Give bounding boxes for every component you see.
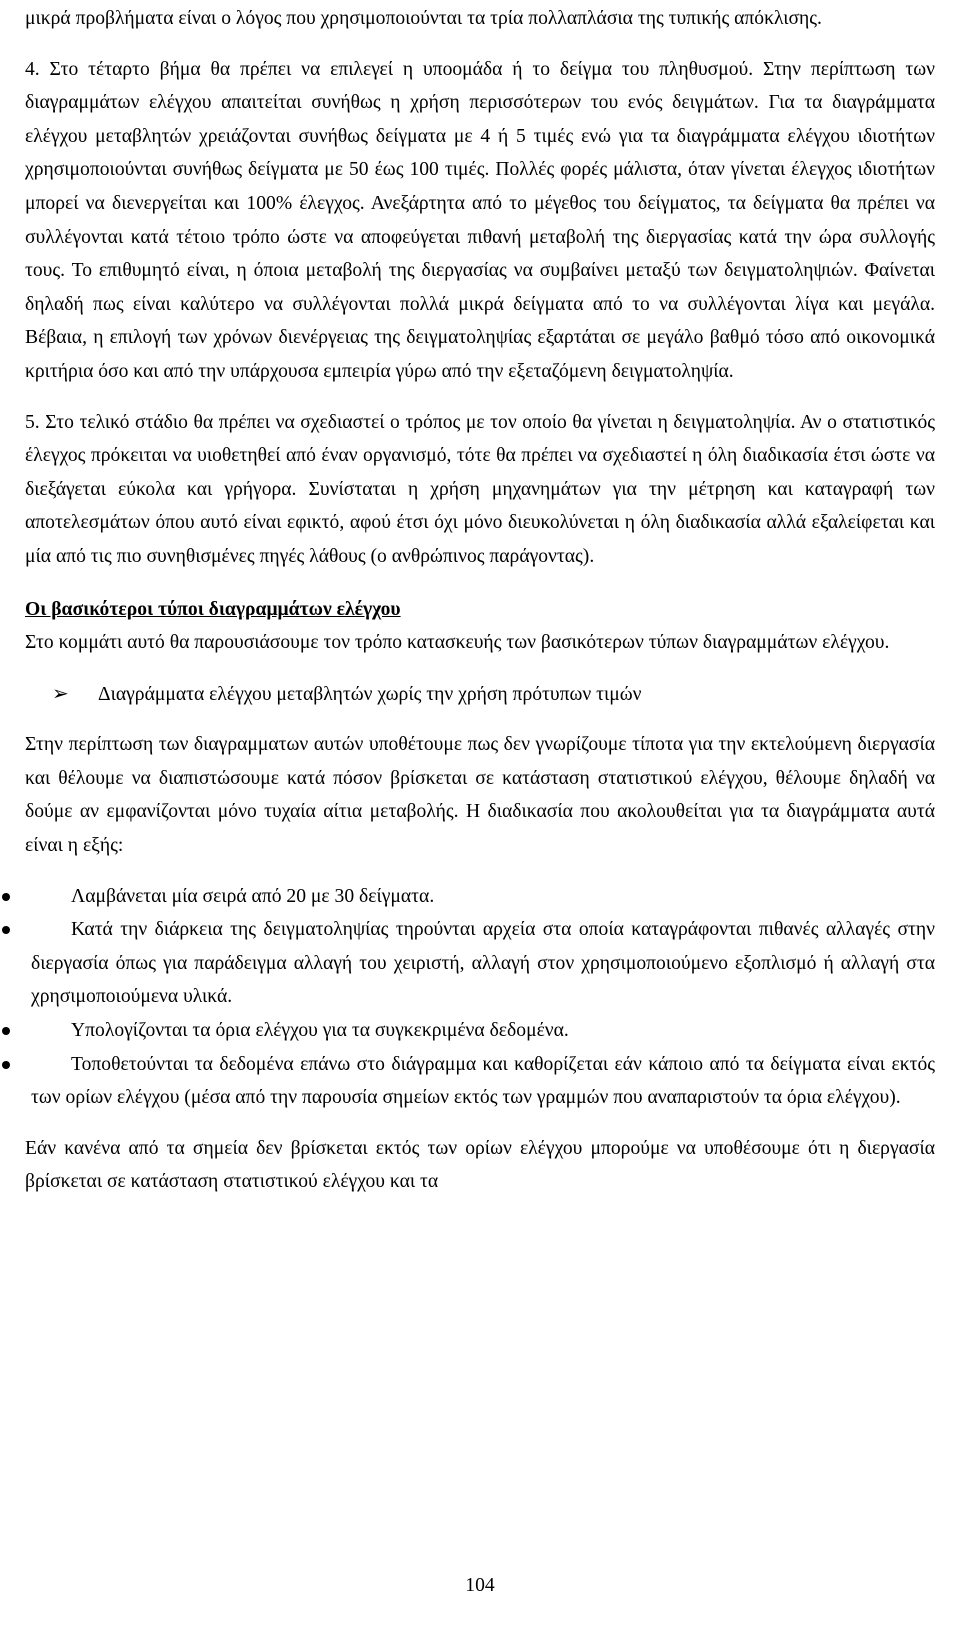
procedure-list xyxy=(25,880,935,1115)
list-item: Κατά την διάρκεια της δειγματοληψίας τηρούνται αρχεία στα οποία καταγράφονται πιθανές αλλαγές στην διεργασία όπως για παράδειγμα αλλαγή του χειριστή, αλλαγή στον χρησιμοποιούμενο εξοπλισμό ή αλλαγή στα χρησιμοποιούμενα υλικά. xyxy=(25,913,935,1014)
bullet-icon xyxy=(2,1027,10,1035)
case-paragraph: Στην περίπτωση των διαγραμματων αυτών υποθέτουμε πως δεν γνωρίζουμε τίποτα για την εκτελούμενη διεργασία και θέλουμε να διαπιστώσουμε κατά πόσον βρίσκεται σε κατάσταση στατιστικού ελέγχου, θέλουμε δηλαδή να δούμε αν εμφανίζονται μόνο τυχαία αίτια μεταβολής. Η διαδικασία που ακολουθείται για τα διαγράμματα αυτά είναι η εξής: xyxy=(25,734,935,857)
document-page xyxy=(25,0,935,1199)
subheading xyxy=(52,677,935,712)
subheading-text: Διαγράμματα ελέγχου μεταβλητών χωρίς την χρήση πρότυπων τιμών xyxy=(98,683,642,705)
list-item: Τοποθετούνται τα δεδομένα επάνω στο διάγραμμα και καθορίζεται εάν κάποιο από τα δείγματα είναι εκτός των ορίων ελέγχου (μέσα από την παρουσία σημείων εκτός των γραμμών που αναπαριστούν τα όρια ελέγχου). xyxy=(25,1048,935,1115)
list-item: Υπολογίζονται τα όρια ελέγχου για τα συγκεκριμένα δεδομένα. xyxy=(25,1014,935,1048)
conclusion-paragraph: Εάν κανένα από τα σημεία δεν βρίσκεται εκτός των ορίων ελέγχου μπορούμε να υποθέσουμε ότι η διεργασία βρίσκεται σε κατάσταση στατιστικού ελέγχου και τα xyxy=(25,1137,935,1193)
bullet-icon xyxy=(2,926,10,934)
list-item: Λαμβάνεται μία σειρά από 20 με 30 δείγματα. xyxy=(25,880,935,914)
step-5-paragraph: 5. Στο τελικό στάδιο θα πρέπει να σχεδιαστεί ο τρόπος με τον οποίο θα γίνεται η δειγματοληψία. Αν ο στατιστικός έλεγχος πρόκειται να υιοθετηθεί από έναν οργανισμό, τότε θα πρέπει να σχεδιαστεί η όλη διαδικασία έτσι ώστε να διεξάγεται εύκολα και γρήγορα. Συνίσταται η χρήση μηχανημάτων για την μέτρηση και καταγραφή των αποτελεσμάτων όπου αυτό είναι εφικτό, αφού έτσι όχι μόνο διευκολύνεται η όλη διαδικασία αλλά εξαλείφεται και μία από τις πιο συνηθισμένες πηγές λάθους (ο ανθρώπινος παράγοντας). xyxy=(25,411,935,567)
bullet-icon xyxy=(2,1061,10,1069)
intro-paragraph: μικρά προβλήματα είναι ο λόγος που χρησιμοποιούνται τα τρία πολλαπλάσια της τυπικής απόκλισης. xyxy=(25,8,822,29)
bullet-icon xyxy=(2,893,10,901)
section-intro-paragraph: Στο κομμάτι αυτό θα παρουσιάσουμε τον τρόπο κατασκευής των βασικότερων τύπων διαγραμμάτων ελέγχου. xyxy=(25,632,890,654)
step-4-paragraph: 4. Στο τέταρτο βήμα θα πρέπει να επιλεγεί η υποομάδα ή το δείγμα του πληθυσμού. Στην περίπτωση των διαγραμμάτων ελέγχου απαιτείται συνήθως η χρήση περισσότερων του ενός δειγμάτων. Για τα διαγράμματα ελέγχου μεταβλητών χρειάζονται συνήθως δείγματα με 4 ή 5 τιμές ενώ για τα διαγράμματα ελέγχου ιδιοτήτων χρησιμοποιούνται συνήθως δείγματα με 50 έως 100 τιμές. Πολλές φορές μάλιστα, όταν γίνεται έλεγχος ιδιοτήτων μπορεί να διενεργείται και 100% έλεγχος. Ανεξάρτητα από το μέγεθος του δείγματος, τα δείγματα θα πρέπει να συλλέγονται κατά τέτοιο τρόπο ώστε να αποφεύγεται πιθανή μεταβολή της διεργασίας κατά την ώρα συλλογής τους. Το επιθυμητό είναι, η όποια μεταβολή της διεργασίας να συμβαίνει μεταξύ των δειγματοληψιών. Φαίνεται δηλαδή πως είναι καλύτερο να συλλέγονται πολλά μικρά δείγματα από το να συλλέγονται λίγα και μεγάλα. Βέβαια, η επιλογή των χρόνων διενέργειας της δειγματοληψίας εξαρτάται σε μεγάλο βαθμό τόσο από οικονομικά κριτήρια όσο και από την υπάρχουσα εμπειρία γύρω από την εξεταζόμενη δειγματοληψία. xyxy=(25,58,935,382)
arrow-bullet-icon: ➢ xyxy=(52,680,69,705)
page-number: 104 xyxy=(465,1575,495,1596)
section-heading: Οι βασικότεροι τύποι διαγραμμάτων ελέγχου xyxy=(25,598,401,620)
